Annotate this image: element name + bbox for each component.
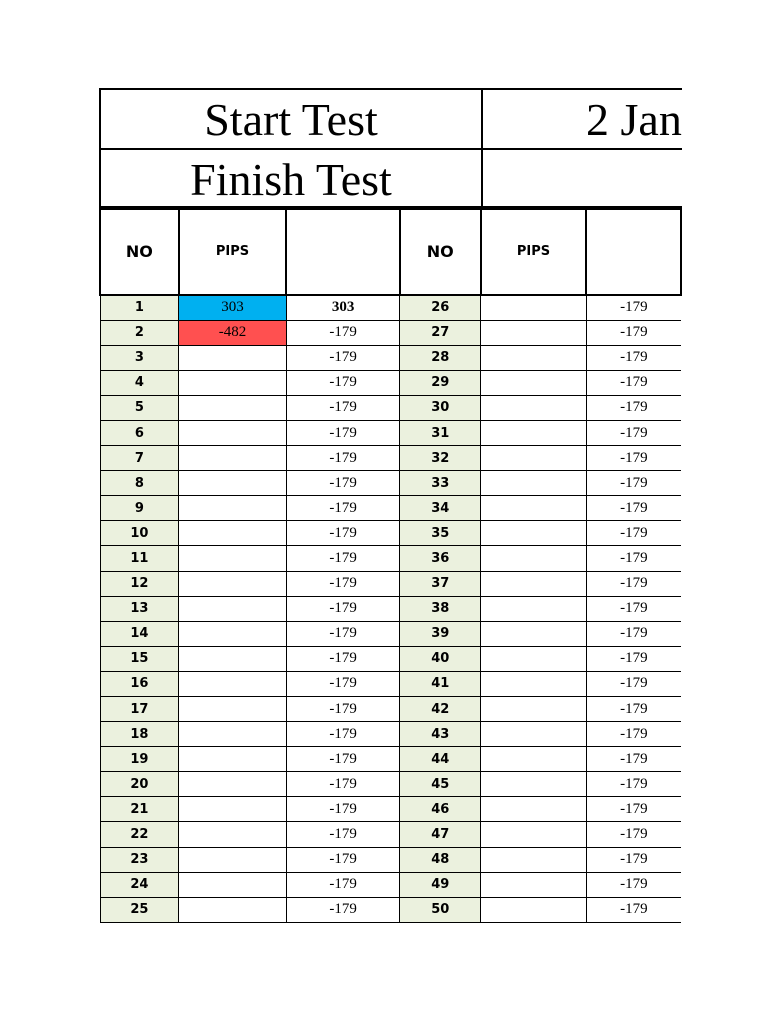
spreadsheet-sheet <box>99 88 682 925</box>
pips-cell[interactable] <box>179 471 287 496</box>
pips-cell[interactable] <box>481 546 587 571</box>
table-row <box>100 747 681 772</box>
row-number-cell[interactable]: 32 <box>400 446 481 471</box>
pips-cell[interactable] <box>179 546 287 571</box>
table-row <box>100 546 681 571</box>
table-row <box>100 446 681 471</box>
row-number-cell[interactable]: 31 <box>400 420 481 445</box>
running-total-cell[interactable]: -179 <box>586 797 681 822</box>
pips-cell[interactable] <box>481 370 587 395</box>
running-total-cell[interactable]: -179 <box>286 395 400 420</box>
row-number-cell[interactable]: 4 <box>100 370 179 395</box>
row-number-cell[interactable]: 1 <box>100 295 179 320</box>
pips-cell[interactable] <box>481 395 587 420</box>
column-header-total-right[interactable] <box>586 207 681 295</box>
table-row <box>100 847 681 872</box>
running-total-cell[interactable]: -179 <box>586 521 681 546</box>
row-number-cell[interactable]: 45 <box>400 772 481 797</box>
table-header-row <box>100 207 681 295</box>
pips-cell[interactable] <box>481 621 587 646</box>
running-total-cell[interactable]: -179 <box>286 797 400 822</box>
row-number-cell[interactable]: 8 <box>100 471 179 496</box>
table-row <box>100 420 681 445</box>
running-total-cell[interactable]: -179 <box>586 395 681 420</box>
running-total-cell[interactable]: 303 <box>286 295 400 320</box>
row-number-cell[interactable]: 47 <box>400 822 481 847</box>
column-header-pips-left[interactable]: PIPS <box>179 207 287 295</box>
pips-cell[interactable]: 303 <box>179 295 287 320</box>
row-number-cell[interactable]: 17 <box>100 697 179 722</box>
table-row <box>100 671 681 696</box>
row-number-cell[interactable]: 18 <box>100 722 179 747</box>
row-number-cell[interactable]: 34 <box>400 496 481 521</box>
row-number-cell[interactable]: 41 <box>400 671 481 696</box>
pips-cell[interactable] <box>179 747 287 772</box>
running-total-cell[interactable]: -179 <box>586 671 681 696</box>
pips-cell[interactable] <box>179 897 287 922</box>
column-header-no-left[interactable]: NO <box>100 207 179 295</box>
row-number-cell[interactable]: 26 <box>400 295 481 320</box>
pips-cell[interactable] <box>481 571 587 596</box>
running-total-cell[interactable]: -179 <box>286 697 400 722</box>
pips-cell[interactable] <box>481 772 587 797</box>
table-row <box>100 496 681 521</box>
table-row <box>100 697 681 722</box>
running-total-cell[interactable]: -179 <box>286 345 400 370</box>
running-total-cell[interactable]: -179 <box>286 772 400 797</box>
table-row <box>100 345 681 370</box>
row-number-cell[interactable]: 43 <box>400 722 481 747</box>
pips-cell[interactable] <box>179 521 287 546</box>
pips-cell[interactable] <box>481 697 587 722</box>
pips-cell[interactable] <box>481 345 587 370</box>
running-total-cell[interactable]: -179 <box>586 420 681 445</box>
running-total-cell[interactable]: -179 <box>586 496 681 521</box>
running-total-cell[interactable]: -179 <box>286 847 400 872</box>
row-number-cell[interactable]: 22 <box>100 822 179 847</box>
row-number-cell[interactable]: 48 <box>400 847 481 872</box>
row-number-cell[interactable]: 16 <box>100 671 179 696</box>
row-number-cell[interactable]: 19 <box>100 747 179 772</box>
running-total-cell[interactable]: -179 <box>286 722 400 747</box>
row-number-cell[interactable]: 21 <box>100 797 179 822</box>
pips-cell[interactable] <box>179 697 287 722</box>
running-total-cell[interactable]: -179 <box>286 546 400 571</box>
table-row <box>100 872 681 897</box>
table-row <box>100 395 681 420</box>
pips-cell[interactable] <box>481 446 587 471</box>
row-number-cell[interactable]: 36 <box>400 546 481 571</box>
row-number-cell[interactable]: 20 <box>100 772 179 797</box>
table-row <box>100 571 681 596</box>
running-total-cell[interactable]: -179 <box>586 722 681 747</box>
running-total-cell[interactable]: -179 <box>286 521 400 546</box>
pips-cell[interactable] <box>179 671 287 696</box>
table-row <box>100 621 681 646</box>
pips-cell[interactable] <box>179 395 287 420</box>
pips-table <box>99 206 682 923</box>
pips-cell[interactable] <box>179 772 287 797</box>
row-number-cell[interactable]: 33 <box>400 471 481 496</box>
pips-cell[interactable] <box>179 420 287 445</box>
pips-cell[interactable] <box>179 596 287 621</box>
running-total-cell[interactable]: -179 <box>586 697 681 722</box>
pips-cell[interactable] <box>481 496 587 521</box>
running-total-cell[interactable]: -179 <box>586 646 681 671</box>
row-number-cell[interactable]: 23 <box>100 847 179 872</box>
pips-cell[interactable] <box>481 822 587 847</box>
running-total-cell[interactable]: -179 <box>286 621 400 646</box>
pips-cell[interactable] <box>481 420 587 445</box>
column-header-pips-right[interactable]: PIPS <box>481 207 587 295</box>
pips-cell[interactable] <box>179 345 287 370</box>
finish-test-value[interactable] <box>483 150 682 210</box>
table-row <box>100 646 681 671</box>
start-test-value[interactable]: 2 Jan <box>483 90 682 150</box>
running-total-cell[interactable]: -179 <box>286 496 400 521</box>
table-row <box>100 320 681 345</box>
running-total-cell[interactable]: -179 <box>286 446 400 471</box>
running-total-cell[interactable]: -179 <box>586 345 681 370</box>
pips-cell[interactable] <box>481 872 587 897</box>
row-number-cell[interactable]: 42 <box>400 697 481 722</box>
row-number-cell[interactable]: 35 <box>400 521 481 546</box>
pips-cell[interactable] <box>481 596 587 621</box>
running-total-cell[interactable]: -179 <box>286 370 400 395</box>
pips-cell[interactable] <box>179 646 287 671</box>
row-number-cell[interactable]: 14 <box>100 621 179 646</box>
running-total-cell[interactable]: -179 <box>286 872 400 897</box>
row-number-cell[interactable]: 30 <box>400 395 481 420</box>
row-number-cell[interactable]: 29 <box>400 370 481 395</box>
row-number-cell[interactable]: 28 <box>400 345 481 370</box>
table-row <box>100 370 681 395</box>
pips-cell[interactable] <box>481 646 587 671</box>
running-total-cell[interactable]: -179 <box>286 596 400 621</box>
pips-cell[interactable] <box>481 671 587 696</box>
pips-cell[interactable] <box>481 471 587 496</box>
table-row <box>100 897 681 922</box>
running-total-cell[interactable]: -179 <box>586 370 681 395</box>
row-number-cell[interactable]: 46 <box>400 797 481 822</box>
row-number-cell[interactable]: 7 <box>100 446 179 471</box>
running-total-cell[interactable]: -179 <box>586 847 681 872</box>
row-number-cell[interactable]: 3 <box>100 345 179 370</box>
row-number-cell[interactable]: 9 <box>100 496 179 521</box>
row-number-cell[interactable]: 2 <box>100 320 179 345</box>
running-total-cell[interactable]: -179 <box>286 747 400 772</box>
running-total-cell[interactable]: -179 <box>586 872 681 897</box>
row-number-cell[interactable]: 40 <box>400 646 481 671</box>
column-header-total-left[interactable] <box>286 207 400 295</box>
pips-cell[interactable] <box>481 897 587 922</box>
row-number-cell[interactable]: 13 <box>100 596 179 621</box>
row-number-cell[interactable]: 37 <box>400 571 481 596</box>
row-number-cell[interactable]: 6 <box>100 420 179 445</box>
running-total-cell[interactable]: -179 <box>586 295 681 320</box>
row-number-cell[interactable]: 15 <box>100 646 179 671</box>
pips-cell[interactable] <box>481 747 587 772</box>
running-total-cell[interactable]: -179 <box>586 471 681 496</box>
running-total-cell[interactable]: -179 <box>286 897 400 922</box>
running-total-cell[interactable]: -179 <box>586 320 681 345</box>
row-number-cell[interactable]: 49 <box>400 872 481 897</box>
pips-cell[interactable] <box>179 370 287 395</box>
running-total-cell[interactable]: -179 <box>286 471 400 496</box>
pips-cell[interactable] <box>481 295 587 320</box>
pips-cell[interactable]: -482 <box>179 320 287 345</box>
running-total-cell[interactable]: -179 <box>586 446 681 471</box>
pips-cell[interactable] <box>179 822 287 847</box>
pips-cell[interactable] <box>179 571 287 596</box>
running-total-cell[interactable]: -179 <box>286 420 400 445</box>
running-total-cell[interactable]: -179 <box>586 747 681 772</box>
row-number-cell[interactable]: 44 <box>400 747 481 772</box>
running-total-cell[interactable]: -179 <box>586 822 681 847</box>
row-number-cell[interactable]: 39 <box>400 621 481 646</box>
table-row <box>100 521 681 546</box>
table-row <box>100 471 681 496</box>
row-number-cell[interactable]: 10 <box>100 521 179 546</box>
row-number-cell[interactable]: 25 <box>100 897 179 922</box>
row-number-cell[interactable]: 38 <box>400 596 481 621</box>
row-number-cell[interactable]: 27 <box>400 320 481 345</box>
column-header-no-right[interactable]: NO <box>400 207 481 295</box>
pips-cell[interactable] <box>481 521 587 546</box>
row-number-cell[interactable]: 11 <box>100 546 179 571</box>
pips-cell[interactable] <box>481 847 587 872</box>
running-total-cell[interactable]: -179 <box>286 646 400 671</box>
table-row <box>100 596 681 621</box>
running-total-cell[interactable]: -179 <box>586 596 681 621</box>
pips-cell[interactable] <box>179 847 287 872</box>
pips-cell[interactable] <box>179 722 287 747</box>
running-total-cell[interactable]: -179 <box>286 320 400 345</box>
row-number-cell[interactable]: 12 <box>100 571 179 596</box>
pips-cell[interactable] <box>179 872 287 897</box>
row-number-cell[interactable]: 24 <box>100 872 179 897</box>
running-total-cell[interactable]: -179 <box>286 671 400 696</box>
running-total-cell[interactable]: -179 <box>586 571 681 596</box>
pips-cell[interactable] <box>179 496 287 521</box>
running-total-cell[interactable]: -179 <box>586 621 681 646</box>
table-row <box>100 797 681 822</box>
running-total-cell[interactable]: -179 <box>286 822 400 847</box>
running-total-cell[interactable]: -179 <box>586 546 681 571</box>
table-row <box>100 772 681 797</box>
row-number-cell[interactable]: 50 <box>400 897 481 922</box>
pips-cell[interactable] <box>179 621 287 646</box>
pips-cell[interactable] <box>481 722 587 747</box>
running-total-cell[interactable]: -179 <box>286 571 400 596</box>
table-body <box>100 295 681 922</box>
running-total-cell[interactable]: -179 <box>586 897 681 922</box>
pips-cell[interactable] <box>481 320 587 345</box>
table-row <box>100 295 681 320</box>
row-number-cell[interactable]: 5 <box>100 395 179 420</box>
running-total-cell[interactable]: -179 <box>586 772 681 797</box>
pips-cell[interactable] <box>179 797 287 822</box>
start-test-label[interactable]: Start Test <box>101 90 483 150</box>
pips-cell[interactable] <box>179 446 287 471</box>
finish-test-label[interactable]: Finish Test <box>101 150 483 210</box>
pips-cell[interactable] <box>481 797 587 822</box>
table-row <box>100 722 681 747</box>
test-header-block <box>99 88 682 208</box>
table-row <box>100 822 681 847</box>
